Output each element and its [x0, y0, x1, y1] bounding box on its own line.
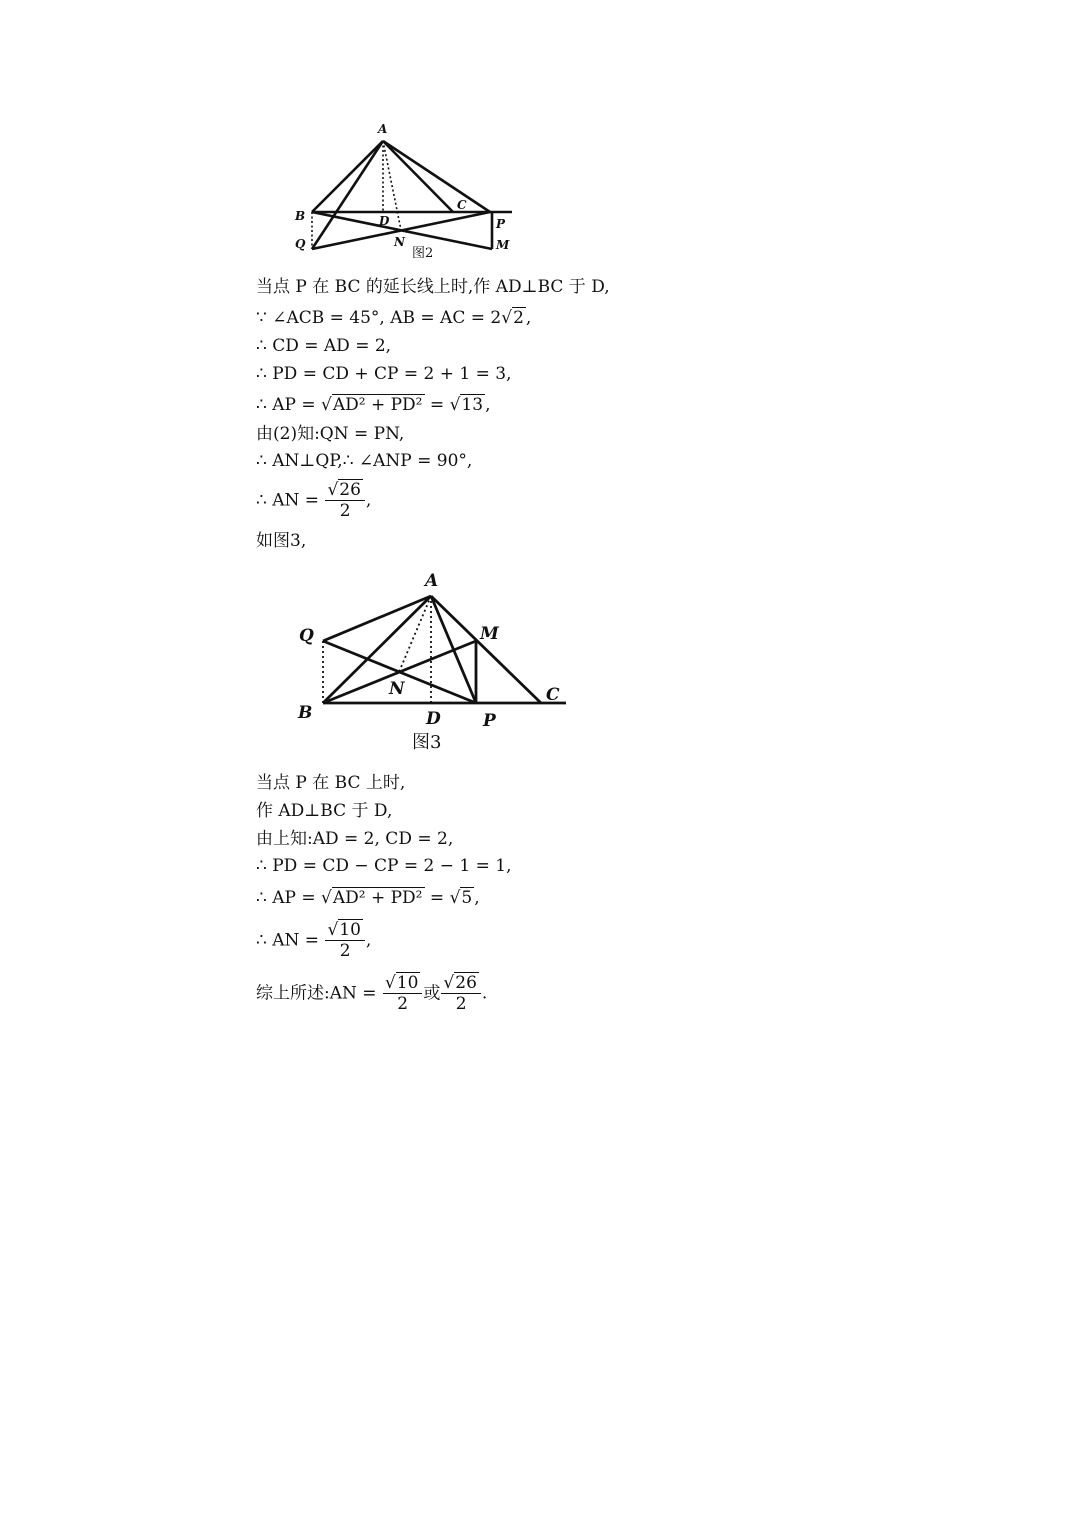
- fig3-line-ac: [431, 596, 541, 703]
- fig3-intro: 如图3,: [256, 531, 307, 551]
- fig3-label-c: C: [546, 685, 560, 705]
- case1-step7: ∴ AN = $\frac{√26}{2}$ ,: [256, 480, 372, 521]
- fig2-label-a: A: [378, 122, 388, 136]
- fig2-label-q: Q: [295, 237, 306, 251]
- fig3-label-p: P: [483, 711, 496, 731]
- fig3-label-q: Q: [299, 626, 314, 646]
- case2-step5: ∴ AN = $\frac{√10}{2}$ ,: [256, 920, 372, 961]
- fig2-line-ap: [383, 141, 490, 212]
- case1-intro: 当点 P 在 BC 的延长线上时,作 AD⊥BC 于 D,: [256, 277, 610, 297]
- fig3-label-a: A: [425, 571, 439, 591]
- fig3-label-m: M: [480, 624, 499, 644]
- an-fraction-1: $\frac{√26}{2}$: [325, 482, 364, 520]
- case2-step3: ∴ PD = CD − CP = 2 − 1 = 1,: [256, 856, 512, 876]
- case2-step1: 作 AD⊥BC 于 D,: [256, 801, 393, 821]
- fig2-label-d: D: [379, 214, 390, 228]
- conclusion-fraction-1: $\frac{√10}{2}$: [383, 975, 422, 1013]
- fig3-label-d: D: [426, 709, 441, 729]
- an-fraction-2: $\frac{√10}{2}$: [325, 922, 364, 960]
- fig2-label-c: C: [457, 198, 467, 212]
- case2-step2: 由上知:AD = 2, CD = 2,: [256, 829, 454, 849]
- fig2-line-ac: [383, 141, 453, 212]
- fig3-label-b: B: [298, 703, 313, 723]
- case2-step4: ∴ AP = √AD² + PD² = √5 ,: [256, 888, 480, 908]
- case1-step2: ∴ CD = AD = 2,: [256, 336, 392, 356]
- fig2-line-aq: [312, 141, 383, 249]
- fig2-label-p: P: [496, 217, 506, 231]
- figure-2: [290, 118, 530, 263]
- case1-step6: ∴ AN⊥QP,∴ ∠ANP = 90°,: [256, 451, 473, 471]
- case1-step5: 由(2)知:QN = PN,: [256, 424, 405, 444]
- fig2-label-n: N: [394, 235, 405, 249]
- case2-intro: 当点 P 在 BC 上时,: [256, 773, 406, 793]
- figure-3: [290, 566, 580, 756]
- fig3-label-n: N: [389, 679, 405, 699]
- case1-step1: ∵ ∠ACB = 45°, AB = AC = 2√2 ,: [256, 308, 532, 328]
- fig2-caption: 图2: [412, 246, 434, 261]
- fig2-line-ab: [312, 141, 383, 212]
- fig2-label-b: B: [295, 209, 306, 223]
- conclusion-fraction-2: $\frac{√26}{2}$: [441, 975, 480, 1013]
- fig3-caption: 图3: [412, 732, 442, 753]
- case1-step4: ∴ AP = √AD² + PD² = √13 ,: [256, 395, 491, 415]
- conclusion: 综上所述:AN = $\frac{√10}{2}$ 或 $\frac{√26}{2}$ .: [256, 973, 488, 1014]
- figure-3-diagram: [290, 566, 580, 756]
- figure-2-diagram: [290, 118, 530, 263]
- case1-step3: ∴ PD = CD + CP = 2 + 1 = 3,: [256, 364, 512, 384]
- fig2-label-m: M: [496, 238, 510, 252]
- fig3-line-ab: [323, 596, 431, 703]
